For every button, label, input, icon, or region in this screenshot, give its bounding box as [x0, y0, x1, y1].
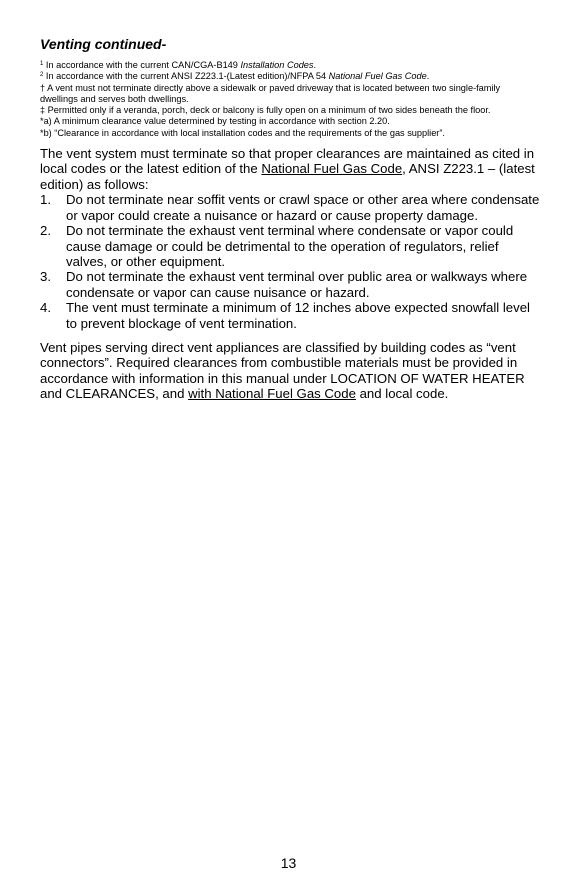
list-item — [40, 269, 540, 300]
fuel-gas-code-reference: National Fuel Gas Code — [261, 161, 403, 177]
footnote-dagger: † A vent must not terminate directly above a sidewalk or paved driveway that is located between two single-family dwellings and serves both dwellings. — [40, 82, 501, 104]
closing-paragraph: Vent pipes serving direct vent appliances are classified by building codes as “vent connectors”. Required clearances from combustible materials must be provided in accordance with information in this manual under LOCATION OF WATER HEATER and CLEARANCES, and with National Fuel Gas Code and local code. — [40, 339, 525, 402]
footnotes — [40, 60, 540, 139]
body-text — [40, 146, 540, 402]
list-number: 1. — [40, 192, 51, 208]
list-item — [40, 300, 540, 331]
list-number: 3. — [40, 269, 51, 285]
footnote-mark: 1 — [40, 61, 44, 67]
footnote-2: $^2$ In accordance with the current ANSI Z223.1-(Latest edition)/NFPA 54 National Fuel Gas Code. — [40, 71, 430, 82]
list-text: Do not terminate the exhaust vent terminal where condensate or vapor could cause damage or could be detrimental to the operation of regulators, relief valves, or other equipment. — [66, 223, 514, 269]
page-number: 13 — [280, 855, 297, 871]
footnote-mark: 2 — [40, 72, 44, 79]
list-text: Do not terminate near soffit vents or crawl space or other area where condensate or vapor could create a nuisance or hazard or cause property damage. — [66, 192, 540, 223]
list-item — [40, 192, 540, 223]
section-heading: Venting continued- — [40, 36, 167, 52]
footnote-1: $^1$ In accordance with the current CAN/CGA-B149 Installation Codes. — [40, 60, 317, 70]
fuel-gas-code-reference: with National Fuel Gas Code — [188, 386, 356, 402]
termination-rules-list — [40, 192, 540, 331]
list-item — [40, 223, 540, 269]
footnote-note-a: *a) A minimum clearance value determined by testing in accordance with section 2.20. — [40, 116, 390, 127]
intro-paragraph: The vent system must terminate so that proper clearances are maintained as cited in local codes or the latest edition of the National Fuel Gas Code, ANSI Z223.1 – (latest edition) as follows: — [40, 146, 535, 192]
list-number: 2. — [40, 223, 51, 239]
list-text: The vent must terminate a minimum of 12 inches above expected snowfall level to prevent blockage of vent termination. — [66, 300, 530, 331]
list-text: Do not terminate the exhaust vent terminal over public area or walkways where condensate or vapor can cause nuisance or hazard. — [66, 269, 528, 300]
footnote-note-b: *b) “Clearance in accordance with local installation codes and the requirements of the gas supplier”. — [40, 127, 445, 138]
document-page — [40, 36, 540, 402]
footnote-double-dagger: ‡ Permitted only if a veranda, porch, deck or balcony is fully open on a minimum of two sides beneath the floor. — [40, 105, 491, 116]
list-number: 4. — [40, 300, 51, 316]
